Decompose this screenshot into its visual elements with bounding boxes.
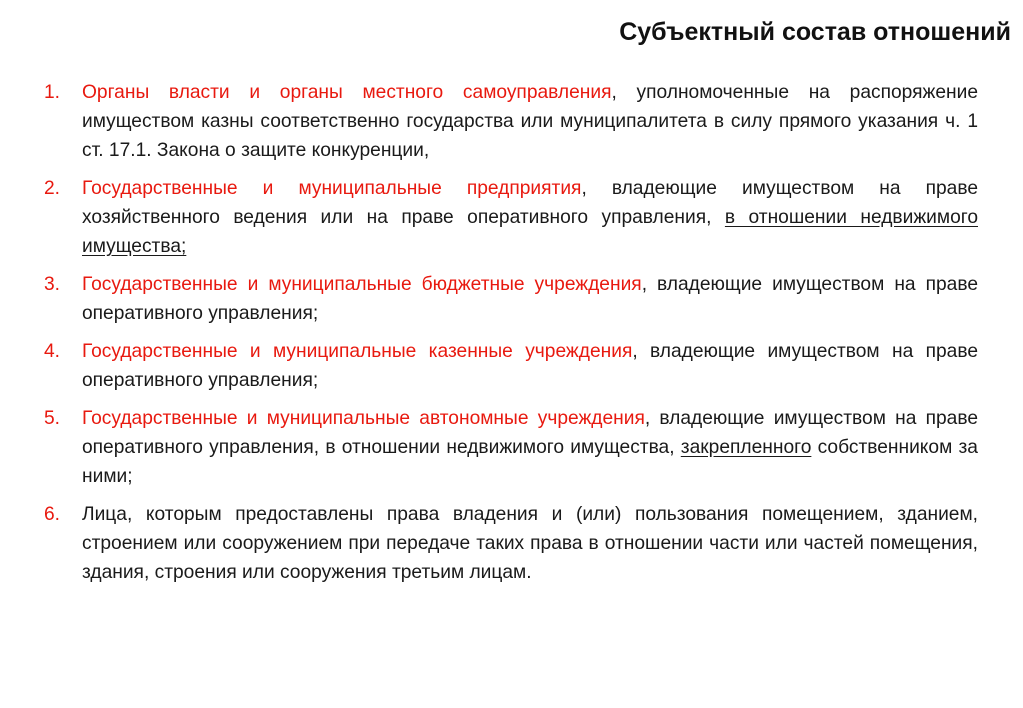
item-number: 1. (44, 82, 61, 103)
item-highlight: Государственные и муниципальные бюджетные учреждения (82, 274, 642, 295)
item-highlight: Органы власти и органы местного самоуправления (82, 82, 612, 103)
list-item (44, 78, 978, 165)
item-text: , владеющие имуществом на праве оперативного управления; (82, 274, 978, 324)
item-text: , владеющие имуществом на праве хозяйственного ведения или на праве оперативного управления, (82, 178, 978, 228)
list-item (44, 174, 978, 261)
item-number: 3. (44, 274, 61, 295)
item-number: 5. (44, 408, 61, 429)
item-number: 4. (44, 341, 61, 362)
item-text: , уполномоченные на распоряжение имуществом казны соответственно государства или муниципалитета в силу прямого указания ч. 1 ст. 17.1. Закона о защите конкуренции, (82, 82, 979, 161)
subject-list (44, 78, 978, 596)
item-underlined-text: закрепленного (680, 437, 812, 458)
list-item (44, 500, 978, 587)
item-text-tail: собственником за ними; (82, 437, 978, 487)
item-highlight: Государственные и муниципальные казенные учреждения (82, 341, 633, 362)
list-item (44, 270, 978, 328)
item-number: 2. (44, 178, 61, 199)
list-item (44, 337, 978, 395)
item-text: , владеющие имуществом на праве оперативного управления; (82, 341, 978, 391)
item-text: , владеющие имуществом на праве оперативного управления, в отношении недвижимого имущества, (82, 408, 978, 458)
item-highlight: Государственные и муниципальные автономные учреждения (82, 408, 645, 429)
item-underlined-text: в отношении недвижимого имущества; (82, 207, 978, 257)
list-item (44, 404, 978, 491)
item-highlight: Государственные и муниципальные предприятия (82, 178, 582, 199)
item-number: 6. (44, 504, 61, 525)
slide-title: Субъектный состав отношений (619, 18, 1011, 46)
item-text: Лица, которым предоставлены права владения и (или) пользования помещением, зданием, строением или сооружением при передаче таких права в отношении части или частей помещения, здания, строения или сооружения третьим лицам. (82, 504, 978, 583)
